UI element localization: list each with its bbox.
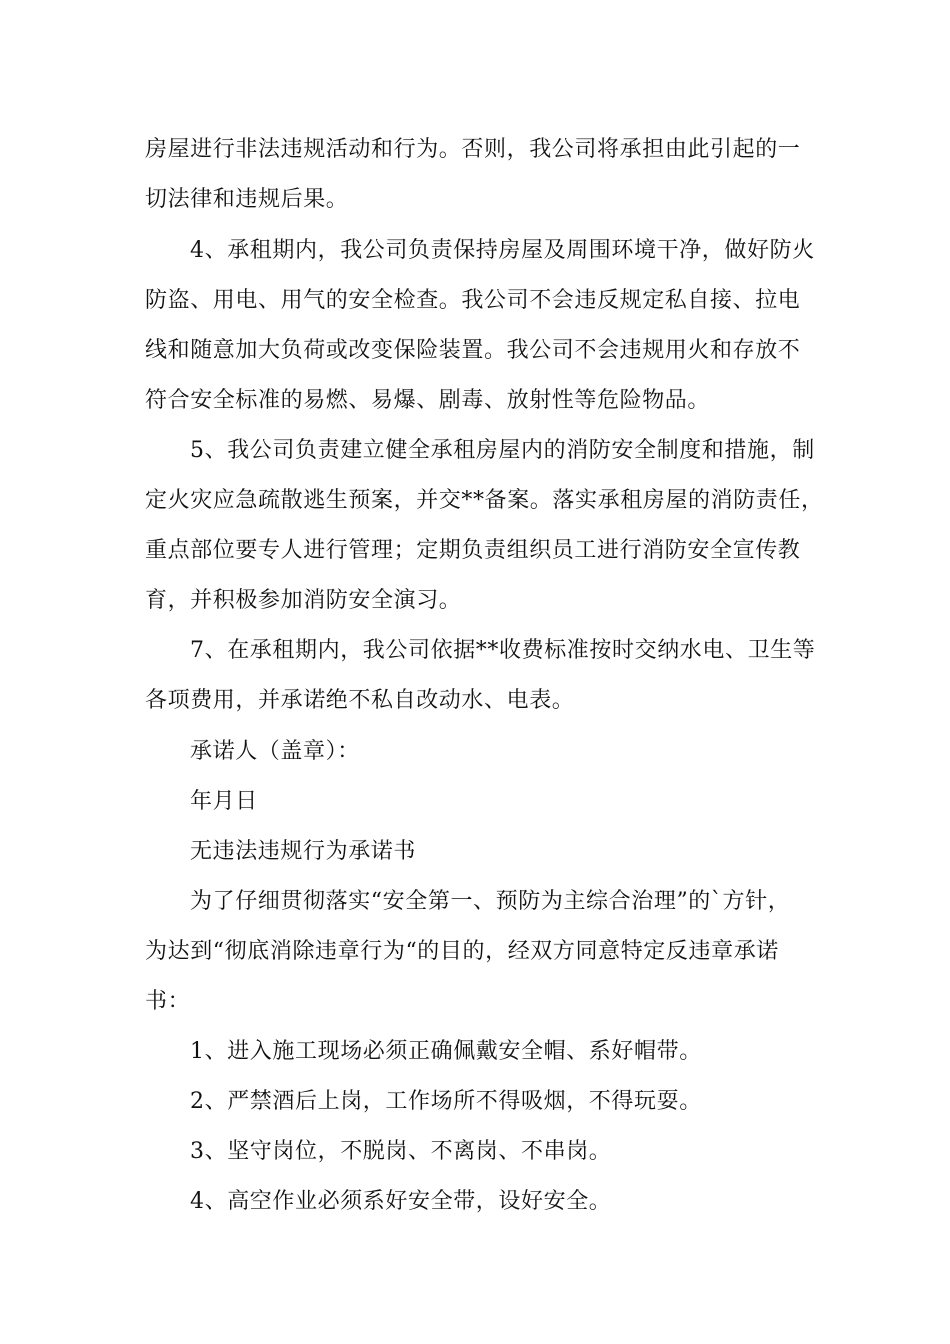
text-line: 为了仔细贯彻落实“安全第一、预防为主综合治理”的`方针， [190, 889, 791, 914]
text-line: 各项费用，并承诺绝不私自改动水、电表。 [145, 688, 575, 713]
text-line: 房屋进行非法违规活动和行为。否则，我公司将承担由此引起的一 [145, 137, 801, 162]
text-line: 切法律和违规后果。 [145, 187, 349, 212]
list-item: 4、高空作业必须系好安全带，设好安全。 [190, 1189, 612, 1214]
list-item: 3、坚守岗位，不脱岗、不离岗、不串岗。 [190, 1139, 612, 1164]
text-line: 线和随意加大负荷或改变保险装置。我公司不会违规用火和存放不 [145, 338, 801, 363]
text-line: 符合安全标准的易燃、易爆、剧毒、放射性等危险物品。 [145, 388, 711, 413]
text-line: 书： [145, 989, 191, 1014]
text-line: 为达到“彻底消除违章行为“的目的，经双方同意特定反违章承诺 [145, 939, 779, 964]
list-item: 1、进入施工现场必须正确佩戴安全帽、系好帽带。 [190, 1039, 702, 1064]
signature-label: 承诺人（盖章）： [190, 739, 360, 764]
text-line: 7、在承租期内，我公司依据**收费标准按时交纳水电、卫生等 [190, 638, 816, 663]
text-line: 4、承租期内，我公司负责保持房屋及周围环境干净，做好防火 [190, 238, 815, 263]
text-line: 防盗、用电、用气的安全检查。我公司不会违反规定私自接、拉电 [145, 288, 801, 313]
text-line: 育，并积极参加消防安全演习。 [145, 588, 462, 613]
date-label: 年月日 [190, 789, 258, 814]
text-line: 重点部位要专人进行管理；定期负责组织员工进行消防安全宣传教 [145, 538, 801, 563]
text-line: 5、我公司负责建立健全承租房屋内的消防安全制度和措施，制 [190, 438, 815, 463]
text-line: 定火灾应急疏散逃生预案，并交**备案。落实承租房屋的消防责任， [145, 488, 824, 513]
section-title: 无违法违规行为承诺书 [190, 839, 417, 864]
list-item: 2、严禁酒后上岗，工作场所不得吸烟，不得玩耍。 [190, 1089, 702, 1114]
